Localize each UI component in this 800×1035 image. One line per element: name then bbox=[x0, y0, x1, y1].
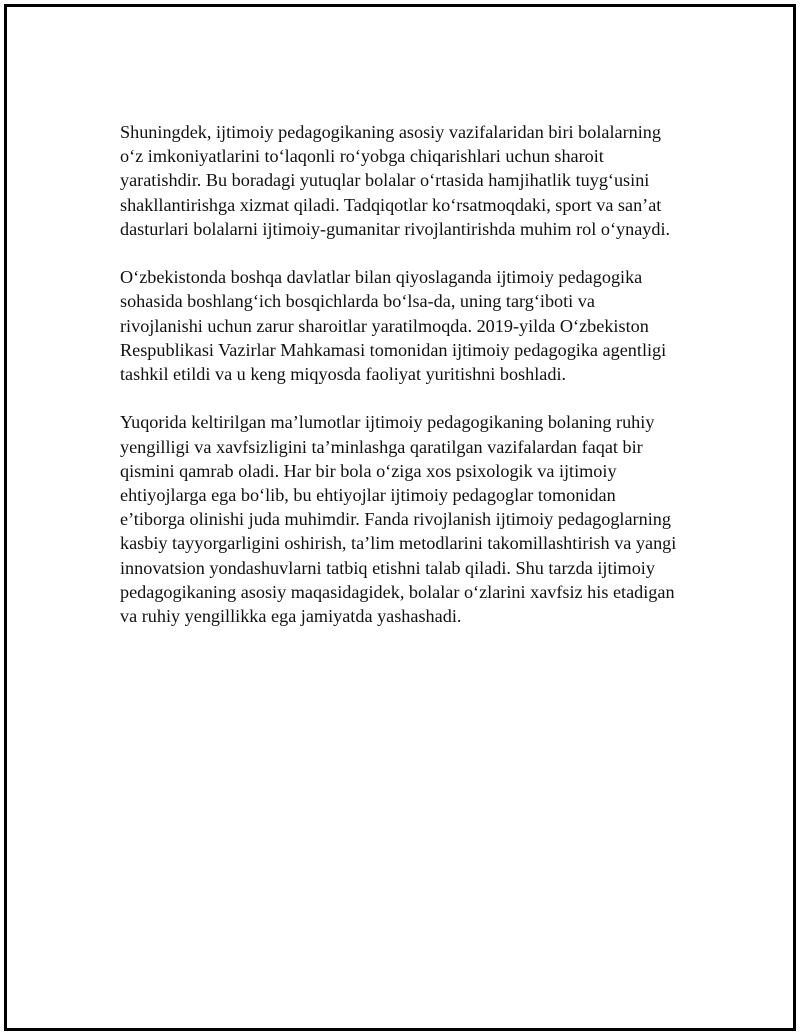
text-line: kasbiy tayyorgarligini oshirish, ta’lim metodlarini takomillashtirish va yangi bbox=[120, 533, 677, 554]
text-line: o‘z imkoniyatlarini to‘laqonli ro‘yobga chiqarishlari uchun sharoit bbox=[120, 146, 604, 167]
text-line: va ruhiy yengillikka ega jamiyatda yashashadi. bbox=[120, 606, 462, 627]
document-body bbox=[120, 120, 700, 652]
text-line: dasturlari bolalarni ijtimoiy-gumanitar rivojlantirishda muhim rol o‘ynaydi. bbox=[120, 218, 671, 239]
paragraph-1 bbox=[120, 120, 700, 241]
text-line: yengilligi va xavfsizligini ta’minlashga qaratilgan vazifalardan faqat bir bbox=[120, 436, 643, 457]
text-line: Respublikasi Vazirlar Mahkamasi tomonidan ijtimoiy pedagogika agentligi bbox=[120, 339, 667, 360]
paragraph-2 bbox=[120, 265, 700, 386]
text-line: tashkil etildi va u keng miqyosda faoliyat yuritishni boshladi. bbox=[120, 364, 567, 385]
text-line: Shuningdek, ijtimoiy pedagogikaning asosiy vazifalaridan biri bolalarning bbox=[120, 122, 661, 142]
text-line: O‘zbekistonda boshqa davlatlar bilan qiyoslaganda ijtimoiy pedagogika bbox=[120, 267, 643, 288]
text-line: pedagogikaning asosiy maqasidagidek, bolalar o‘zlarini xavfsiz his etadigan bbox=[120, 581, 675, 602]
text-line: sohasida boshlang‘ich bosqichlarda bo‘lsa-da, uning targ‘iboti va bbox=[120, 291, 595, 312]
paragraph-3 bbox=[120, 410, 700, 628]
page-border bbox=[4, 4, 796, 1031]
text-line: qismini qamrab oladi. Har bir bola o‘ziga xos psixologik va ijtimoiy bbox=[120, 460, 617, 481]
text-line: innovatsion yondashuvlarni tatbiq etishni talab qiladi. Shu tarzda ijtimoiy bbox=[120, 557, 655, 578]
text-line: shakllantirishga xizmat qiladi. Tadqiqotlar ko‘rsatmoqdaki, sport va san’at bbox=[120, 194, 662, 215]
text-line: yaratishdir. Bu boradagi yutuqlar bolalar o‘rtasida hamjihatlik tuyg‘usini bbox=[120, 170, 650, 191]
text-line: rivojlanishi uchun zarur sharoitlar yaratilmoqda. 2019-yilda O‘zbekiston bbox=[120, 315, 649, 336]
text-line: ehtiyojlarga ega bo‘lib, bu ehtiyojlar ijtimoiy pedagoglar tomonidan bbox=[120, 485, 616, 506]
text-line: e’tiborga olinishi juda muhimdir. Fanda rivojlanish ijtimoiy pedagoglarning bbox=[120, 509, 671, 530]
text-line: Yuqorida keltirilgan ma’lumotlar ijtimoiy pedagogikaning bolaning ruhiy bbox=[120, 412, 655, 433]
